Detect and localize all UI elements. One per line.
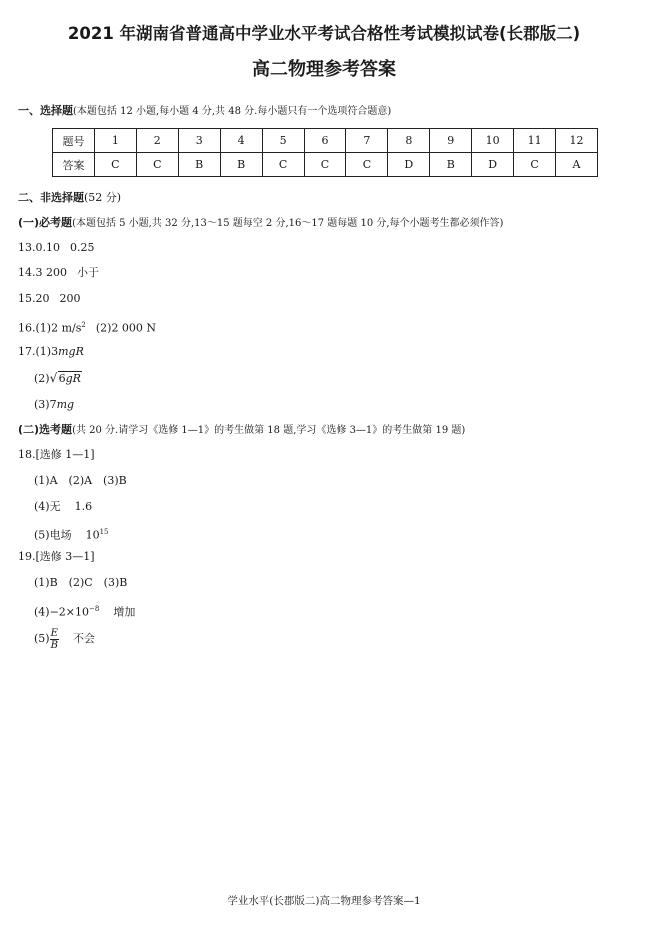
table-cell-answer: B: [430, 153, 472, 177]
answer-value: 0.10: [35, 241, 60, 254]
section2-points: (52 分): [84, 191, 122, 204]
table-cell-answer: D: [388, 153, 430, 177]
section1-note: (本题包括 12 小题,每小题 4 分,共 48 分.每小题只有一个选项符合题意): [73, 106, 392, 117]
answer-coefficient: 3: [51, 345, 59, 358]
square-root: [50, 372, 82, 386]
table-cell-number: 12: [556, 129, 598, 153]
part-label: (5): [34, 632, 50, 645]
table-cell-number: 8: [388, 129, 430, 153]
table-row-answers: [53, 153, 598, 177]
fraction: [50, 628, 59, 651]
document-subtitle: 高二物理参考答案: [252, 59, 396, 80]
table-cell-answer: C: [304, 153, 346, 177]
question-19-line1: (1)B (2)C (3)B: [34, 576, 128, 589]
answer-value: 增加: [113, 605, 136, 619]
question-18-line1: (1)A (2)A (3)B: [34, 474, 127, 487]
answer-16: [18, 318, 156, 336]
answer-variable: mgR: [58, 345, 84, 358]
part2-note: (共 20 分.请学习《选修 1—1》的考生做第 18 题,学习《选修 3—1》的考生做第 19 题): [72, 425, 466, 436]
document-title: 2021 年湖南省普通高中学业水平考试合格性考试模拟试卷(长郡版二): [67, 24, 581, 43]
part-label: (2): [95, 321, 112, 335]
table-row-label: 答案: [53, 153, 95, 177]
answer-14: [18, 266, 99, 280]
table-cell-number: 5: [262, 129, 304, 153]
fraction-numerator: E: [50, 627, 58, 639]
part1-note: (本题包括 5 小题,共 32 分,13～15 题每空 2 分,16～17 题每题 10 分,每个小题考生都必须作答): [72, 218, 504, 229]
answer-value: 2 m/s: [51, 321, 82, 335]
superscript: −8: [89, 605, 100, 613]
radicand: [58, 371, 82, 385]
part-label: (1): [35, 321, 52, 335]
answer-value: 不会: [72, 632, 95, 645]
answer-variable: gR: [65, 372, 81, 385]
question-number: 17.: [18, 345, 36, 358]
answer-15: [18, 292, 81, 306]
table-row-numbers: [53, 129, 598, 153]
table-cell-answer: A: [556, 153, 598, 177]
part-label: (3): [34, 398, 50, 411]
answer-value: 2 000 N: [111, 321, 157, 335]
question-18-line2: [34, 500, 92, 514]
table-cell-number: 1: [94, 129, 136, 153]
superscript: 2: [81, 321, 86, 329]
answer-17-part1: [18, 345, 84, 359]
part2-heading: (二)选考题: [18, 423, 73, 436]
part1-heading: (一)必考题: [18, 216, 73, 229]
part-label: (4)−2×10: [34, 605, 90, 619]
table-cell-number: 9: [430, 129, 472, 153]
fraction-denominator: B: [50, 639, 58, 651]
section1-heading-line: [18, 104, 391, 119]
question-19-line3: [34, 627, 95, 651]
question-18-line3: [34, 525, 109, 543]
table-cell-number: 6: [304, 129, 346, 153]
answer-value: 0.25: [70, 241, 95, 254]
table-cell-answer: C: [262, 153, 304, 177]
table-cell-number: 4: [220, 129, 262, 153]
answer-value: 3 200: [35, 266, 67, 279]
answer-value: 1.6: [74, 500, 93, 513]
part2-heading-line: [18, 423, 465, 438]
superscript: 15: [99, 528, 109, 536]
section2-heading-line: [18, 191, 121, 205]
answer-17-part3: [34, 398, 74, 412]
table-cell-number: 11: [514, 129, 556, 153]
question-number: 15.: [18, 292, 36, 305]
answer-value: 10: [85, 528, 100, 542]
table-row-label: 题号: [53, 129, 95, 153]
answer-value: 20: [35, 292, 50, 305]
answer-coefficient: 6: [58, 372, 66, 385]
answer-17-part2: [34, 372, 82, 386]
table-cell-answer: C: [94, 153, 136, 177]
table-cell-number: 10: [472, 129, 514, 153]
question-number: 13.: [18, 241, 36, 254]
answer-value: 小于: [77, 266, 99, 279]
table-cell-answer: D: [472, 153, 514, 177]
question-number: 14.: [18, 266, 36, 279]
table-cell-answer: B: [178, 153, 220, 177]
table-cell-answer: C: [346, 153, 388, 177]
part-label: (4)无: [34, 500, 61, 513]
question-18-label: 18.[选修 1—1]: [18, 448, 95, 461]
table-cell-answer: B: [220, 153, 262, 177]
question-19-label: 19.[选修 3—1]: [18, 550, 95, 563]
part-label: (2): [34, 372, 50, 385]
answer-13: [18, 241, 95, 255]
table-cell-number: 3: [178, 129, 220, 153]
section2-heading: 二、非选择题: [18, 191, 84, 204]
part1-heading-line: [18, 216, 503, 231]
page-footer: 学业水平(长郡版二)高二物理参考答案—1: [227, 895, 421, 907]
table-cell-number: 7: [346, 129, 388, 153]
answer-variable: mg: [56, 398, 75, 411]
table-cell-answer: C: [136, 153, 178, 177]
part-label: (1): [35, 345, 52, 358]
table-cell-number: 2: [136, 129, 178, 153]
question-number: 16.: [18, 321, 36, 335]
table-cell-answer: C: [514, 153, 556, 177]
answer-table: [52, 128, 598, 177]
question-19-line2: [34, 602, 135, 620]
answer-coefficient: 7: [49, 398, 57, 411]
answer-value: 200: [59, 292, 81, 305]
section1-heading: 一、选择题: [18, 104, 73, 117]
part-label: (5)电场: [34, 528, 72, 542]
